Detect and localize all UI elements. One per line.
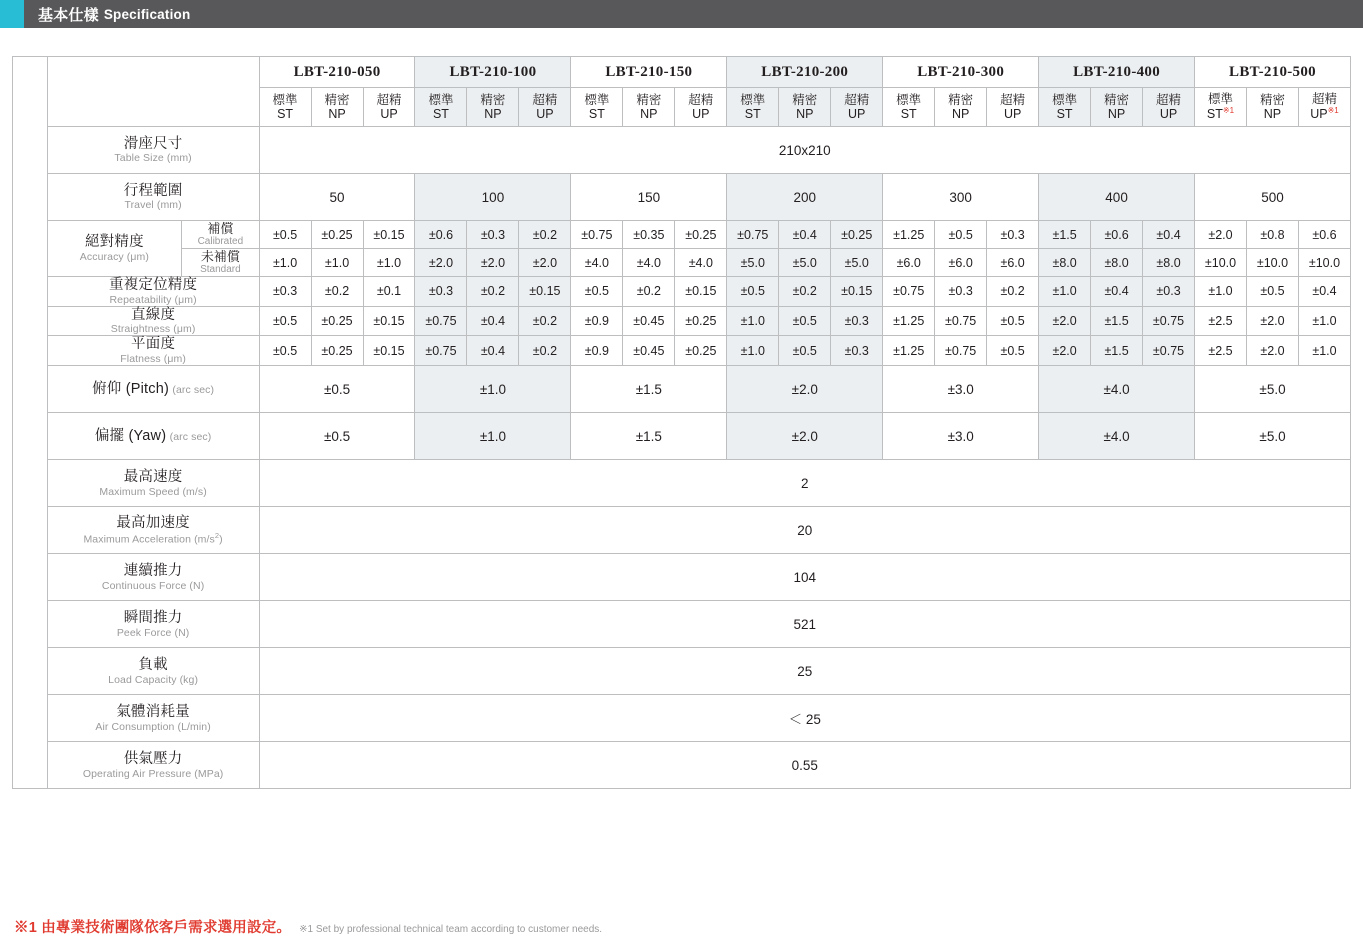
value-cell: ±0.3 <box>415 277 467 307</box>
value-cell: ±1.0 <box>1298 336 1350 366</box>
row-label-max-speed <box>47 460 259 507</box>
value-cell-pitch: ±2.0 <box>727 366 883 413</box>
row-label-en-tail: ) <box>219 533 223 546</box>
value-cell: ±0.25 <box>675 306 727 336</box>
value-cell: ±2.0 <box>1246 306 1298 336</box>
footnote-cn: ※1 由專業技術團隊依客戶需求選用設定。 <box>14 920 292 936</box>
value-cell: ±1.0 <box>727 336 779 366</box>
value-cell: ±0.15 <box>675 277 727 307</box>
grade-cell <box>467 88 519 127</box>
value-cell: ±0.25 <box>675 336 727 366</box>
grade-cell <box>571 88 623 127</box>
model-name-cell: LBT-210-300 <box>883 57 1039 88</box>
grade-en: ST <box>1056 107 1073 121</box>
value-cell: ±0.3 <box>831 336 883 366</box>
spec-table-wrapper <box>12 56 1351 789</box>
grade-cell <box>1091 88 1143 127</box>
footnote-mark: ※1 <box>1327 106 1339 116</box>
value-cell-yaw: ±4.0 <box>1039 413 1195 460</box>
grade-cn: 精密 <box>948 92 974 107</box>
grade-en: UP <box>1310 107 1328 122</box>
grade-cn: 標準 <box>272 92 298 107</box>
row-label-peak-force <box>47 601 259 648</box>
value-cell: ±1.0 <box>727 306 779 336</box>
table-row-flatness <box>13 336 1351 366</box>
grade-en: NP <box>328 107 346 121</box>
value-cell: ±1.5 <box>1039 221 1091 249</box>
row-label-en: (arc sec) <box>169 430 212 443</box>
value-cell: ±1.0 <box>363 249 415 277</box>
value-cell: ±6.0 <box>883 249 935 277</box>
value-cell: ±0.45 <box>623 336 675 366</box>
grade-en: ST <box>1206 107 1223 122</box>
value-cell: ±1.0 <box>1298 306 1350 336</box>
table-row-continuous-force <box>13 554 1351 601</box>
value-cell: ±0.6 <box>1298 221 1350 249</box>
value-cell: ±0.3 <box>987 221 1039 249</box>
value-cell: ±0.4 <box>779 221 831 249</box>
value-cell: ±0.25 <box>311 336 363 366</box>
grade-cn: 精密 <box>792 92 818 107</box>
table-row-pitch <box>13 366 1351 413</box>
value-cell: ±0.75 <box>415 306 467 336</box>
value-cell: ±8.0 <box>1039 249 1091 277</box>
value-cell: ±0.75 <box>415 336 467 366</box>
grade-en: ST <box>277 107 294 121</box>
value-cell-yaw: ±0.5 <box>259 413 415 460</box>
header-bar <box>24 0 1363 28</box>
value-cell: ±1.0 <box>259 249 311 277</box>
value-cell-peak-force: 521 <box>259 601 1350 648</box>
row-label-cn: 最高加速度 <box>116 515 190 532</box>
row-label-cn: 瞬間推力 <box>123 609 183 626</box>
grade-cn: 超精 <box>1156 92 1182 107</box>
spec-band-cn: 規格 <box>18 388 41 435</box>
value-cell: ±0.25 <box>831 221 883 249</box>
grade-en: NP <box>484 107 502 121</box>
grade-cell <box>1195 88 1247 127</box>
row-label-en: Air Consumption (L/min) <box>95 720 211 733</box>
row-label-cn: 滑座尺寸 <box>123 135 183 152</box>
value-cell-yaw: ±1.5 <box>571 413 727 460</box>
grade-cell <box>415 88 467 127</box>
grade-cell <box>623 88 675 127</box>
row-label-cn: 最高速度 <box>123 468 183 485</box>
grade-en: UP <box>1159 107 1178 121</box>
grade-cell <box>727 88 779 127</box>
row-label-cn: 絕對精度 <box>84 234 144 251</box>
spec-band-en: Spec <box>14 442 46 458</box>
value-cell: ±2.0 <box>1039 306 1091 336</box>
value-cell: ±0.3 <box>467 221 519 249</box>
table-row-load <box>13 648 1351 695</box>
table-row-table-size <box>13 127 1351 174</box>
value-cell: ±5.0 <box>727 249 779 277</box>
table-row-accuracy-standard <box>13 249 1351 277</box>
value-cell: ±0.15 <box>363 221 415 249</box>
value-cell: ±1.0 <box>1039 277 1091 307</box>
spec-table <box>12 56 1351 789</box>
row-label-cn: 氣體消耗量 <box>116 703 190 720</box>
value-cell: ±0.3 <box>1143 277 1195 307</box>
value-cell: ±0.5 <box>779 336 831 366</box>
table-row-travel <box>13 174 1351 221</box>
value-cell: ±0.5 <box>259 221 311 249</box>
value-cell-pitch: ±0.5 <box>259 366 415 413</box>
grade-cell <box>1143 88 1195 127</box>
grade-cn: 超精 <box>844 92 870 107</box>
value-cell: ±2.0 <box>467 249 519 277</box>
value-cell: ±6.0 <box>935 249 987 277</box>
value-cell: ±0.15 <box>519 277 571 307</box>
grade-cn: 精密 <box>1259 92 1285 107</box>
value-cell: ±2.0 <box>519 249 571 277</box>
value-cell: ±0.15 <box>831 277 883 307</box>
row-label-yaw <box>47 413 259 460</box>
footnote-en: ※1 Set by professional technical team according to customer needs. <box>299 924 603 935</box>
grade-cell <box>311 88 363 127</box>
value-cell: ±0.5 <box>259 336 311 366</box>
table-row-air-consumption <box>13 695 1351 742</box>
value-cell: ±6.0 <box>987 249 1039 277</box>
model-name-cell: LBT-210-150 <box>571 57 727 88</box>
value-cell-travel: 50 <box>259 174 415 221</box>
value-cell-yaw: ±2.0 <box>727 413 883 460</box>
row-label-en: Accuracy (μm) <box>79 250 149 263</box>
value-cell-air-pressure: 0.55 <box>259 742 1350 789</box>
row-label-continuous-force <box>47 554 259 601</box>
value-cell: ±0.6 <box>1091 221 1143 249</box>
value-cell: ±10.0 <box>1246 249 1298 277</box>
model-name-cell: LBT-210-100 <box>415 57 571 88</box>
value-cell: ±8.0 <box>1091 249 1143 277</box>
value-cell-yaw: ±1.0 <box>415 413 571 460</box>
value-cell: ±0.5 <box>727 277 779 307</box>
value-cell-travel: 200 <box>727 174 883 221</box>
row-label-en <box>48 532 259 546</box>
row-label-en: Flatness (μm) <box>120 353 186 366</box>
value-cell: ±0.3 <box>935 277 987 307</box>
value-cell-travel: 500 <box>1195 174 1351 221</box>
model-name-cell: LBT-210-200 <box>727 57 883 88</box>
value-cell: ±0.25 <box>311 306 363 336</box>
grade-cn: 標準 <box>1052 92 1078 107</box>
value-cell: ±0.75 <box>883 277 935 307</box>
row-label-en: Maximum Speed (m/s) <box>99 485 207 498</box>
value-cell: ±0.75 <box>571 221 623 249</box>
grade-en: UP <box>692 107 710 121</box>
model-name-cell: LBT-210-050 <box>259 57 415 88</box>
grade-en: UP <box>1003 107 1022 121</box>
header-accent-block <box>0 0 24 28</box>
value-cell: ±0.6 <box>415 221 467 249</box>
row-label-cn: 行程範圍 <box>123 182 183 199</box>
sub-label-cn: 未補償 <box>200 248 240 264</box>
grade-cell <box>831 88 883 127</box>
row-label-flatness <box>47 336 259 366</box>
value-cell: ±5.0 <box>779 249 831 277</box>
value-cell: ±0.35 <box>623 221 675 249</box>
value-cell: ±0.2 <box>467 277 519 307</box>
value-cell-max-speed: 2 <box>259 460 1350 507</box>
value-cell: ±0.15 <box>363 336 415 366</box>
row-label-cn: 俯仰 (Pitch) <box>92 380 170 397</box>
grade-cell <box>675 88 727 127</box>
row-label-pitch <box>47 366 259 413</box>
value-cell: ±0.9 <box>571 336 623 366</box>
value-cell: ±2.5 <box>1195 306 1247 336</box>
value-cell: ±0.5 <box>571 277 623 307</box>
grade-en: NP <box>1263 107 1282 121</box>
value-cell: ±0.2 <box>311 277 363 307</box>
grade-cn: 超精 <box>532 92 558 107</box>
value-cell: ±0.2 <box>519 221 571 249</box>
value-cell: ±4.0 <box>623 249 675 277</box>
grade-cell <box>259 88 311 127</box>
table-row-repeatability <box>13 277 1351 307</box>
grade-en: ST <box>744 107 761 121</box>
row-label-cn: 重複定位精度 <box>109 277 198 293</box>
grade-en: ST <box>900 107 917 121</box>
value-cell: ±0.75 <box>935 306 987 336</box>
row-label-en: Repeatability (μm) <box>109 293 197 306</box>
sub-label-en: Calibrated <box>197 236 244 248</box>
grade-en: UP <box>536 107 554 121</box>
value-cell-pitch: ±1.5 <box>571 366 727 413</box>
value-cell: ±10.0 <box>1298 249 1350 277</box>
table-row-straightness <box>13 306 1351 336</box>
value-cell: ±1.25 <box>883 306 935 336</box>
value-cell: ±0.75 <box>727 221 779 249</box>
value-cell: ±1.25 <box>883 336 935 366</box>
grade-cell <box>1246 88 1298 127</box>
value-cell: ±0.5 <box>935 221 987 249</box>
value-cell: ±0.4 <box>1298 277 1350 307</box>
grade-en: NP <box>796 107 814 121</box>
table-row-accuracy-calibrated <box>13 221 1351 249</box>
table-row-max-acceleration <box>13 507 1351 554</box>
value-cell: ±0.8 <box>1246 221 1298 249</box>
row-label-cn: 負載 <box>138 656 168 673</box>
model-header-line2: Model <box>135 97 171 111</box>
value-cell-travel: 400 <box>1039 174 1195 221</box>
grade-en: UP <box>848 107 866 121</box>
sub-label-calibrated <box>182 221 259 249</box>
value-cell: ±0.4 <box>1143 221 1195 249</box>
grade-cn: 標準 <box>740 92 766 107</box>
value-cell: ±0.2 <box>519 306 571 336</box>
table-row-yaw <box>13 413 1351 460</box>
row-label-en-text: Maximum Acceleration (m/s <box>83 533 215 546</box>
value-cell: ±5.0 <box>831 249 883 277</box>
value-cell-max-acceleration: 20 <box>259 507 1350 554</box>
header-title-en: Specification <box>103 6 191 22</box>
value-cell: ±0.3 <box>831 306 883 336</box>
value-cell: ±0.2 <box>623 277 675 307</box>
grade-en: ST <box>588 107 605 121</box>
value-cell-travel: 100 <box>415 174 571 221</box>
row-label-en-sup: 2 <box>214 530 220 540</box>
value-cell: ±2.0 <box>1246 336 1298 366</box>
row-label-en: Operating Air Pressure (MPa) <box>82 767 224 780</box>
row-label-en: Peek Force (N) <box>116 626 190 639</box>
value-cell: ±1.0 <box>311 249 363 277</box>
row-label-travel <box>47 174 259 221</box>
grade-cn: 超精 <box>1311 92 1337 107</box>
value-cell-pitch: ±1.0 <box>415 366 571 413</box>
model-name-cell: LBT-210-400 <box>1039 57 1195 88</box>
grade-cell <box>779 88 831 127</box>
row-label-cn: 直線度 <box>131 306 176 323</box>
grade-cell <box>363 88 415 127</box>
row-label-cn: 偏擺 (Yaw) <box>94 427 167 444</box>
row-label-en: Travel (mm) <box>124 199 182 212</box>
grade-en: NP <box>1107 107 1126 121</box>
model-header-line1: 210 型號 <box>118 77 189 96</box>
grade-cell <box>987 88 1039 127</box>
row-label-en: Straightness (μm) <box>110 323 196 336</box>
row-label-en: Continuous Force (N) <box>101 579 205 592</box>
value-cell-table-size: 210x210 <box>259 127 1350 174</box>
value-cell: ±0.45 <box>623 306 675 336</box>
value-cell: ±0.4 <box>1091 277 1143 307</box>
value-cell-yaw: ±3.0 <box>883 413 1039 460</box>
row-label-en: (arc sec) <box>172 383 215 396</box>
value-cell: ±1.25 <box>883 221 935 249</box>
value-cell: ±0.75 <box>1143 336 1195 366</box>
value-cell: ±0.2 <box>519 336 571 366</box>
value-cell: ±0.15 <box>363 306 415 336</box>
value-cell: ±1.0 <box>1195 277 1247 307</box>
grade-cn: 超精 <box>688 92 714 107</box>
value-cell-pitch: ±3.0 <box>883 366 1039 413</box>
table-row-air-pressure <box>13 742 1351 789</box>
grade-cell <box>519 88 571 127</box>
value-cell: ±0.2 <box>779 277 831 307</box>
row-label-table-size <box>47 127 259 174</box>
value-cell: ±0.1 <box>363 277 415 307</box>
row-label-cn: 平面度 <box>131 336 176 353</box>
row-label-load <box>47 648 259 695</box>
sub-label-cn: 補償 <box>207 220 234 236</box>
spec-band <box>13 57 48 789</box>
row-label-air-consumption <box>47 695 259 742</box>
value-cell-travel: 150 <box>571 174 727 221</box>
value-cell: ±0.75 <box>935 336 987 366</box>
row-label-air-pressure <box>47 742 259 789</box>
value-cell: ±4.0 <box>675 249 727 277</box>
value-cell: ±0.25 <box>675 221 727 249</box>
value-cell: ±0.3 <box>259 277 311 307</box>
value-cell: ±2.0 <box>1195 221 1247 249</box>
value-cell: ±0.2 <box>987 277 1039 307</box>
sub-label-en: Standard <box>200 264 241 276</box>
grade-en: NP <box>951 107 970 121</box>
value-cell: ±10.0 <box>1195 249 1247 277</box>
value-cell: ±0.5 <box>259 306 311 336</box>
value-cell: ±0.5 <box>1246 277 1298 307</box>
value-cell: ±0.75 <box>1143 306 1195 336</box>
row-label-cn: 供氣壓力 <box>123 750 183 767</box>
grade-cell <box>1039 88 1091 127</box>
table-row-max-speed <box>13 460 1351 507</box>
row-label-en: Table Size (mm) <box>114 152 192 165</box>
row-label-max-acceleration <box>47 507 259 554</box>
table-row-model-names <box>13 57 1351 88</box>
grade-cn: 超精 <box>376 92 402 107</box>
value-cell-yaw: ±5.0 <box>1195 413 1351 460</box>
value-cell-travel: 300 <box>883 174 1039 221</box>
row-label-straightness <box>47 306 259 336</box>
grade-cn: 精密 <box>1104 92 1130 107</box>
grade-en: UP <box>380 107 398 121</box>
grade-cn: 標準 <box>584 92 610 107</box>
grade-en: ST <box>432 107 449 121</box>
grade-cn: 精密 <box>636 92 662 107</box>
value-cell: ±0.4 <box>467 336 519 366</box>
grade-cell <box>883 88 935 127</box>
value-cell: ±0.9 <box>571 306 623 336</box>
value-cell: ±2.5 <box>1195 336 1247 366</box>
value-cell-pitch: ±4.0 <box>1039 366 1195 413</box>
footnote-mark: ※1 <box>1222 106 1235 116</box>
row-label-accuracy <box>47 221 182 277</box>
grade-cn: 精密 <box>324 92 350 107</box>
value-cell: ±0.5 <box>987 306 1039 336</box>
row-label-cn: 連續推力 <box>123 562 183 579</box>
value-cell: ±0.5 <box>987 336 1039 366</box>
grade-cn: 精密 <box>480 92 506 107</box>
table-row-peak-force <box>13 601 1351 648</box>
value-cell: ±1.5 <box>1091 306 1143 336</box>
row-label-en: Load Capacity (kg) <box>108 673 199 686</box>
value-cell-air-consumption: ＜ 25 <box>259 695 1350 742</box>
value-cell: ±2.0 <box>1039 336 1091 366</box>
row-label-repeatability <box>47 277 259 307</box>
value-cell: ±2.0 <box>415 249 467 277</box>
value-cell: ±4.0 <box>571 249 623 277</box>
value-cell: ±1.5 <box>1091 336 1143 366</box>
model-name-cell: LBT-210-500 <box>1195 57 1351 88</box>
grade-cell <box>935 88 987 127</box>
value-cell-load: 25 <box>259 648 1350 695</box>
value-cell: ±8.0 <box>1143 249 1195 277</box>
footnote <box>14 916 602 937</box>
section-header <box>0 0 1363 28</box>
value-cell: ±0.5 <box>779 306 831 336</box>
grade-cn: 標準 <box>1207 92 1233 107</box>
grade-cn: 標準 <box>896 92 922 107</box>
value-cell: ±0.25 <box>311 221 363 249</box>
sub-label-standard <box>182 249 259 277</box>
grade-cn: 超精 <box>1000 92 1026 107</box>
value-cell-pitch: ±5.0 <box>1195 366 1351 413</box>
value-cell: ±0.4 <box>467 306 519 336</box>
grade-cell <box>1298 88 1350 127</box>
grade-cn: 標準 <box>428 92 454 107</box>
model-header-cell <box>47 57 259 127</box>
header-title-cn: 基本仕樣 <box>38 6 99 24</box>
grade-en: NP <box>640 107 658 121</box>
value-cell-continuous-force: 104 <box>259 554 1350 601</box>
